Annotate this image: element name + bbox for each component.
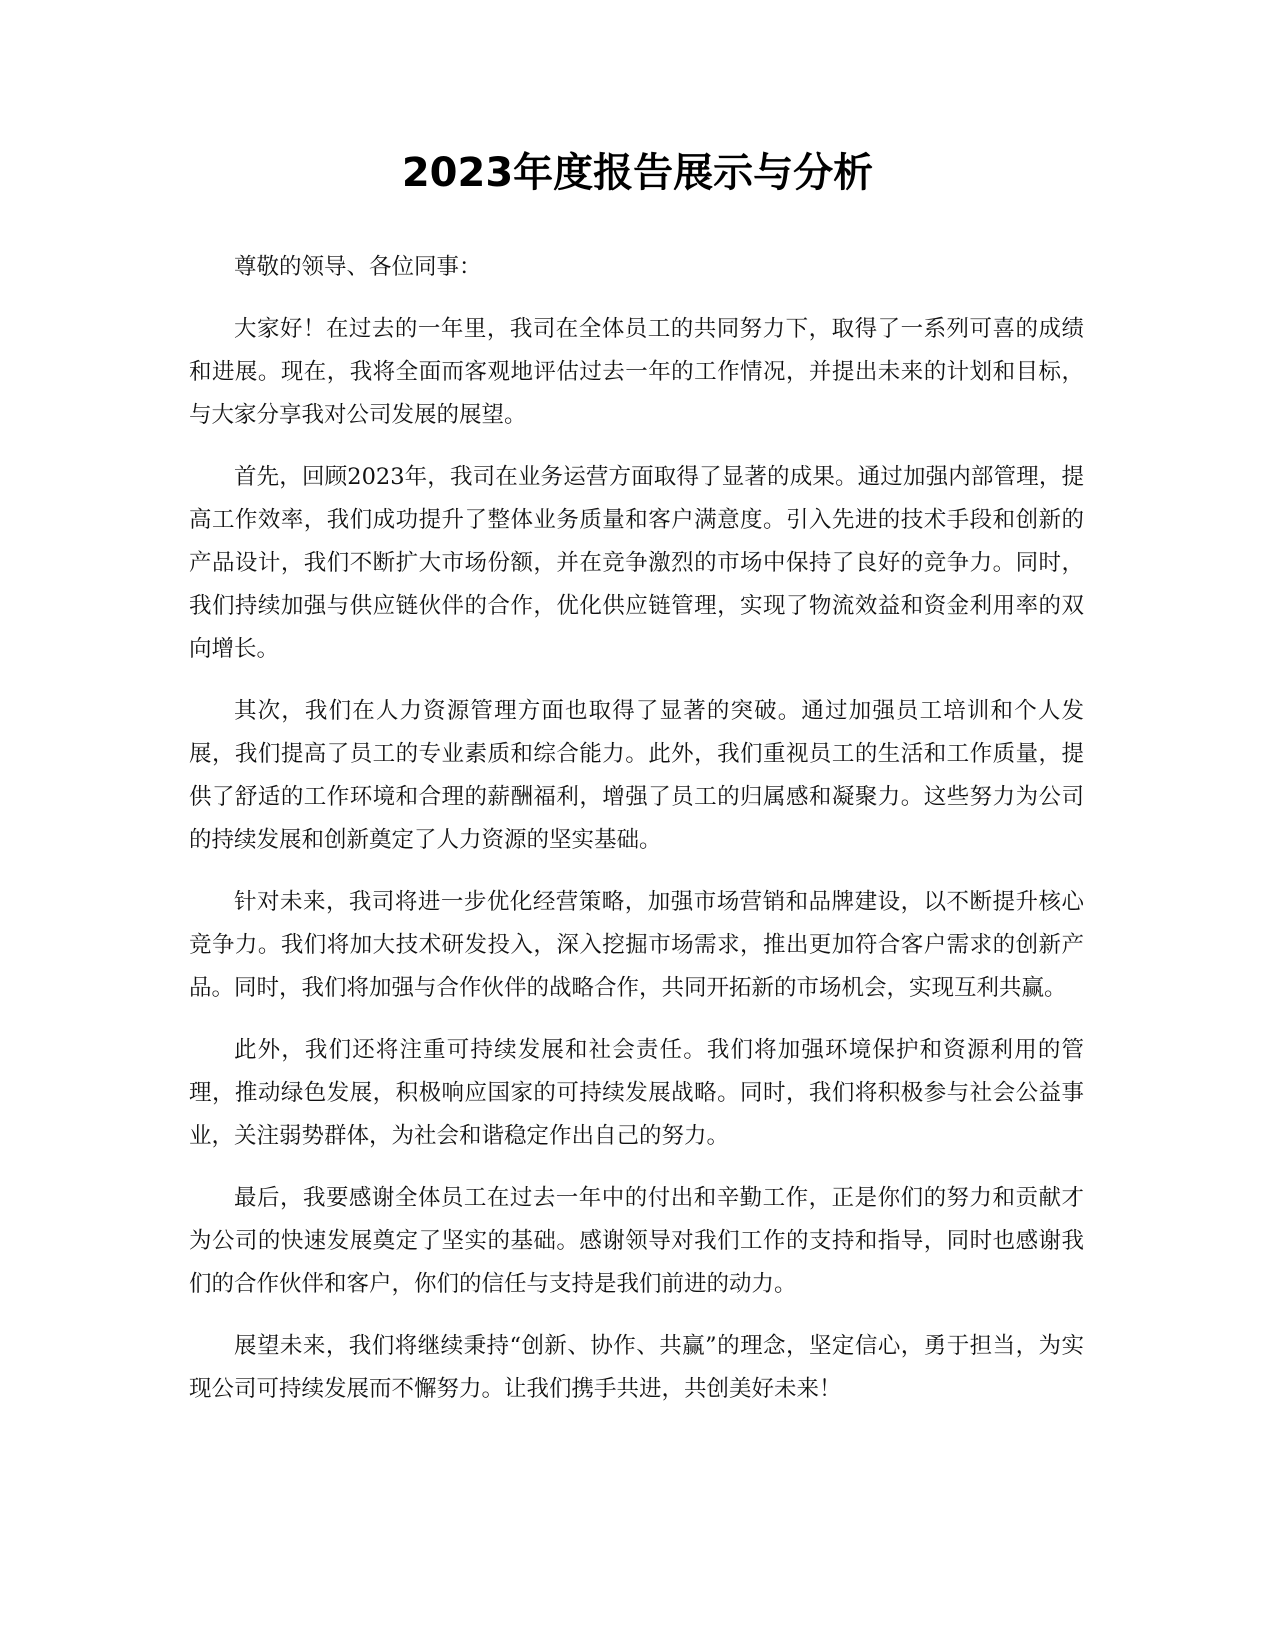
document-body [189, 246, 1084, 1430]
sustainability-paragraph: 此外，我们还将注重可持续发展和社会责任。我们将加强环境保护和资源利用的管理，推动绿色发展，积极响应国家的可持续发展战略。同时，我们将积极参与社会公益事业，关注弱势群体，为社会和谐稳定作出自己的努力。 [189, 1037, 1084, 1149]
human-resources-paragraph: 其次，我们在人力资源管理方面也取得了显著的突破。通过加强员工培训和个人发展，我们提高了员工的专业素质和综合能力。此外，我们重视员工的生活和工作质量，提供了舒适的工作环境和合理的薪酬福利，增强了员工的归属感和凝聚力。这些努力为公司的持续发展和创新奠定了人力资源的坚实基础。 [189, 698, 1084, 853]
salutation-paragraph: 尊敬的领导、各位同事： [234, 254, 482, 280]
outlook-paragraph: 展望未来，我们将继续秉持“创新、协作、共赢”的理念，坚定信心，勇于担当，为实现公司可持续发展而不懈努力。让我们携手共进，共创美好未来！ [189, 1333, 1084, 1402]
greeting-paragraph: 大家好！在过去的一年里，我司在全体员工的共同努力下，取得了一系列可喜的成绩和进展。现在，我将全面而客观地评估过去一年的工作情况，并提出未来的计划和目标，与大家分享我对公司发展的展望。 [189, 316, 1084, 428]
thanks-paragraph: 最后，我要感谢全体员工在过去一年中的付出和辛勤工作，正是你们的努力和贡献才为公司的快速发展奠定了坚实的基础。感谢领导对我们工作的支持和指导，同时也感谢我们的合作伙伴和客户，你们的信任与支持是我们前进的动力。 [189, 1185, 1084, 1297]
future-plan-paragraph: 针对未来，我司将进一步优化经营策略，加强市场营销和品牌建设，以不断提升核心竞争力。我们将加大技术研发投入，深入挖掘市场需求，推出更加符合客户需求的创新产品。同时，我们将加强与合作伙伴的战略合作，共同开拓新的市场机会，实现互利共赢。 [189, 889, 1084, 1001]
document-title: 2023年度报告展示与分析 [401, 150, 874, 196]
business-review-paragraph: 首先，回顾2023年，我司在业务运营方面取得了显著的成果。通过加强内部管理，提高工作效率，我们成功提升了整体业务质量和客户满意度。引入先进的技术手段和创新的产品设计，我们不断扩大市场份额，并在竞争激烈的市场中保持了良好的竞争力。同时，我们持续加强与供应链伙伴的合作，优化供应链管理，实现了物流效益和资金利用率的双向增长。 [189, 464, 1084, 662]
